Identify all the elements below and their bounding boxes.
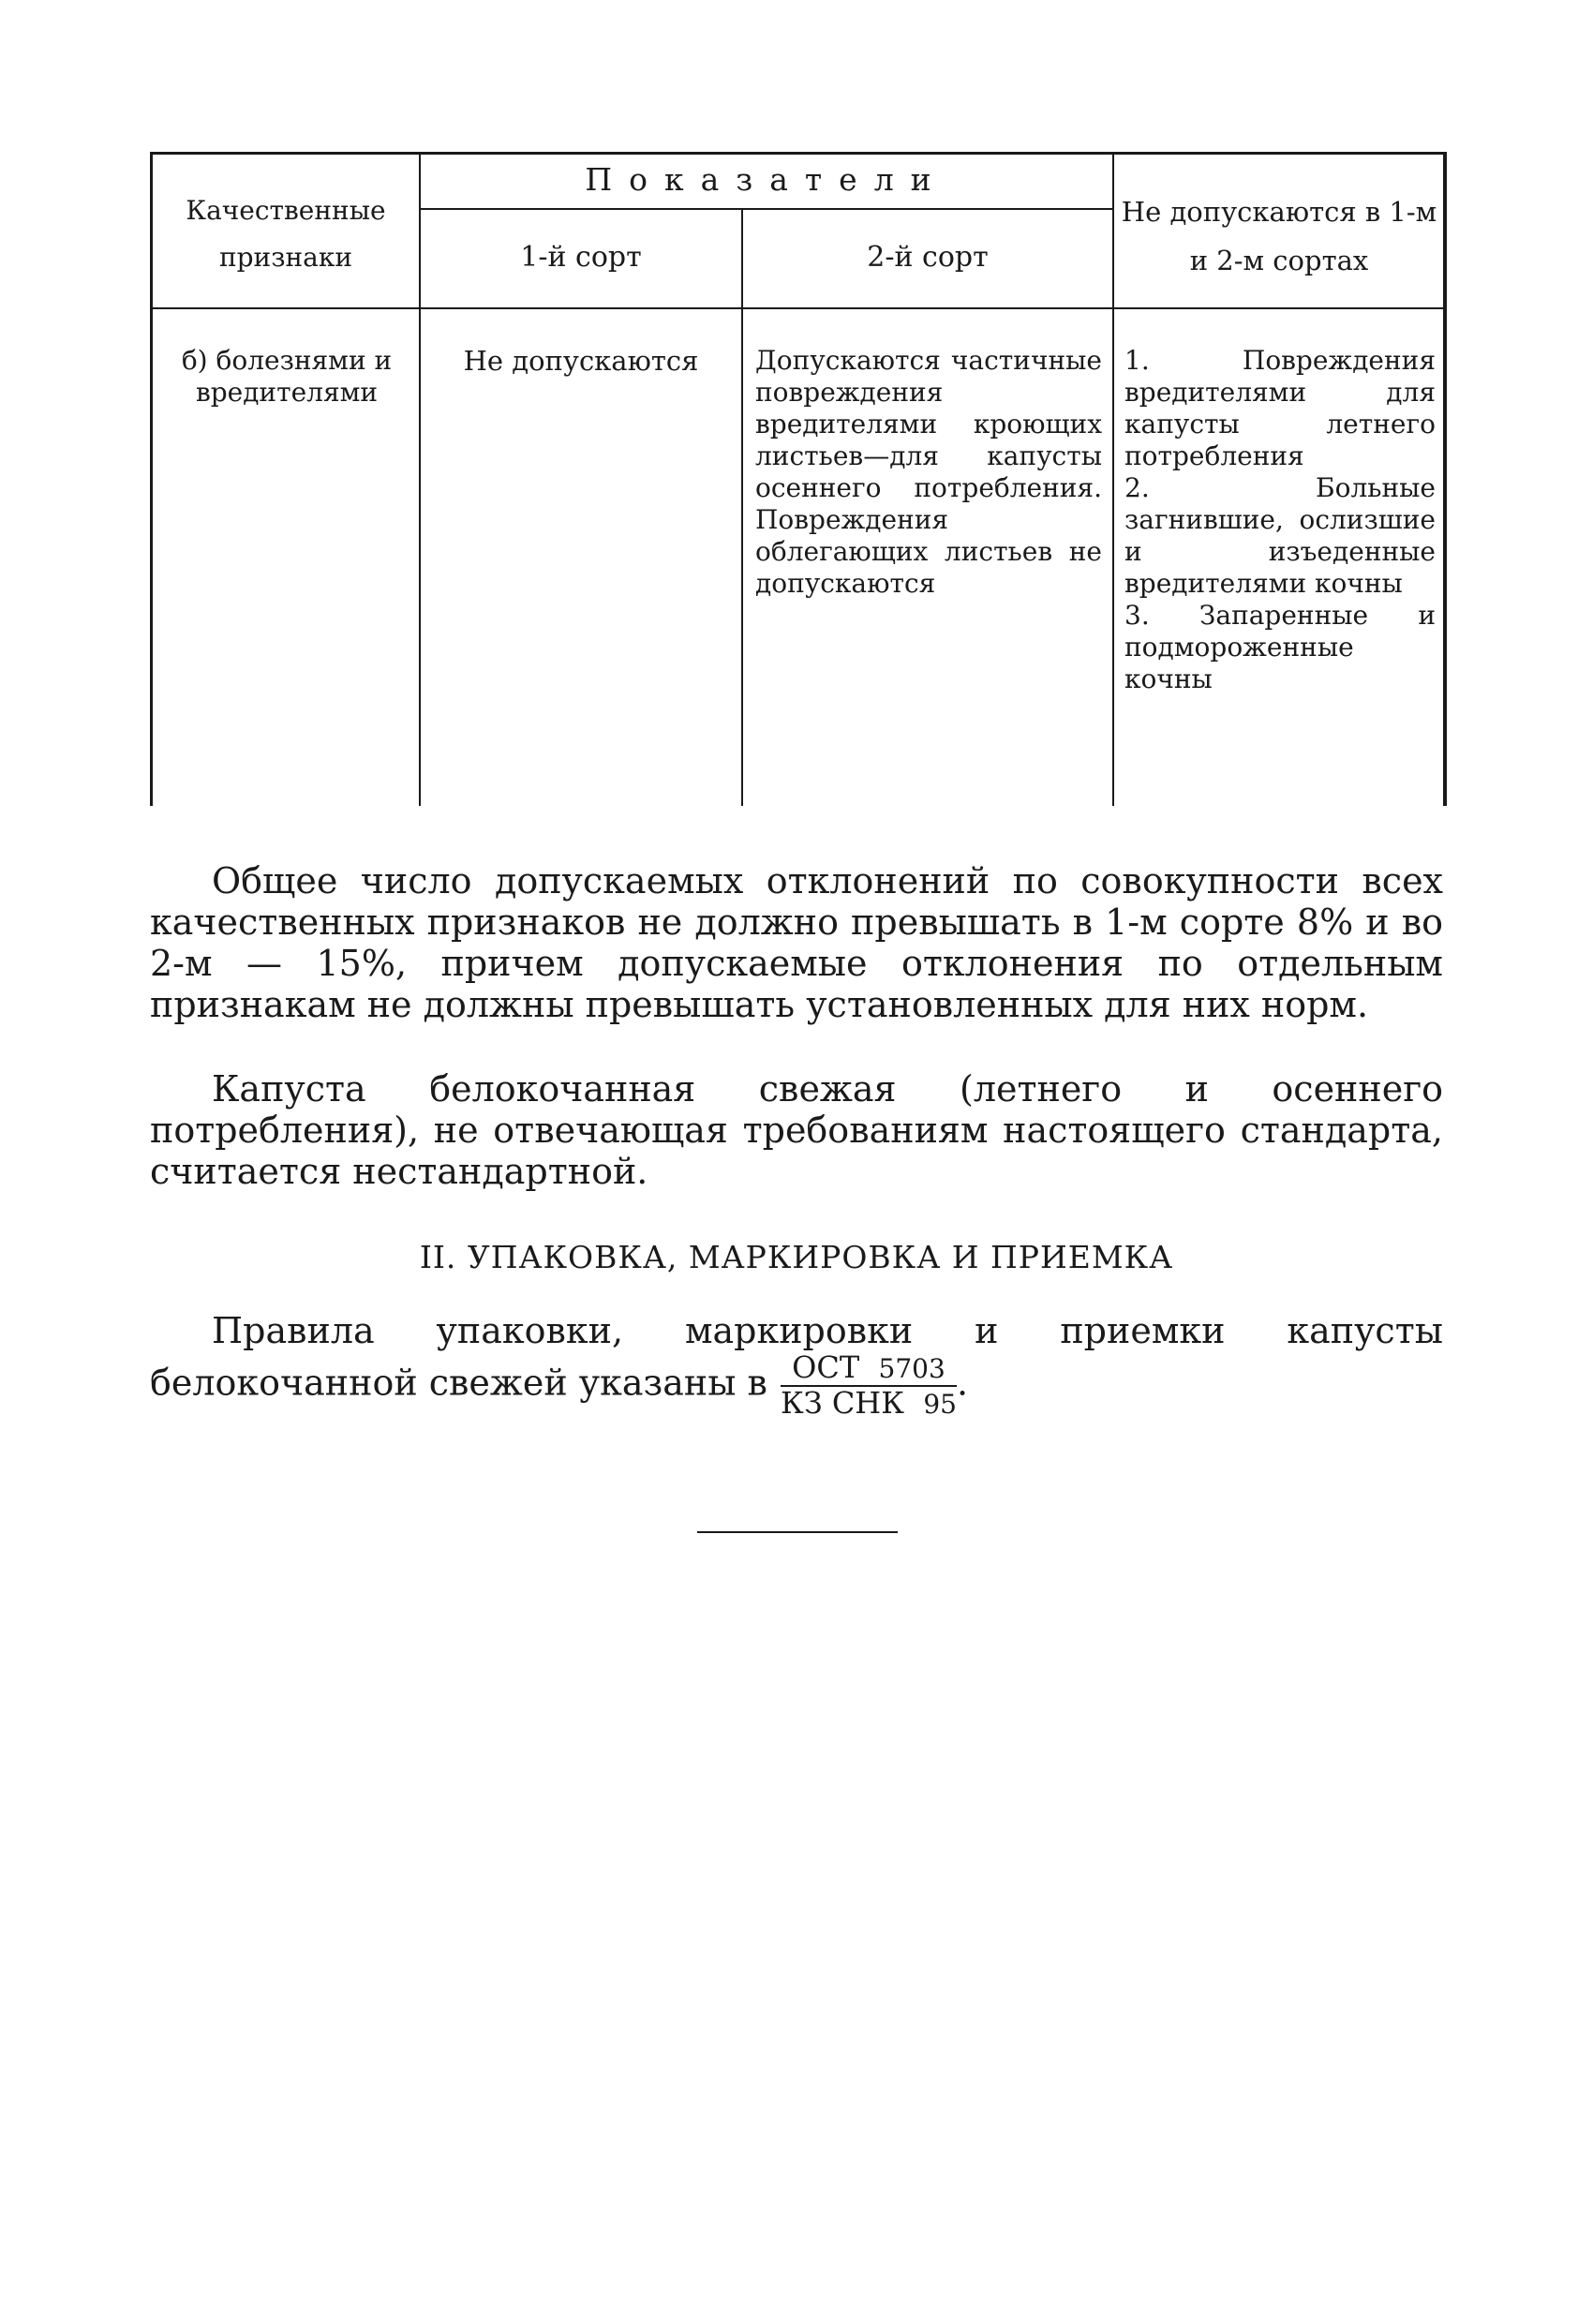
row-trait-diseases-pests: б) болезнями и вредителями bbox=[181, 345, 393, 408]
table-group-underline bbox=[419, 208, 1114, 210]
fraction-numerator-text: ОСТ bbox=[792, 1349, 860, 1385]
row-grade-2-value: Допускаются частичные повреждения вредителями кроющих листьев—для капусты осеннего потребления. Повреждения облегающих листьев не допускаются bbox=[755, 345, 1102, 599]
row-not-allowed-list bbox=[1124, 345, 1436, 695]
table-col-divider-3 bbox=[1112, 152, 1114, 806]
sentence-end: . bbox=[956, 1362, 969, 1404]
not-allowed-item: 3. Запаренные и подмороженные кочны bbox=[1124, 600, 1436, 694]
not-allowed-item: 2. Больные загнившие, ослизшие и изъеденные вредителями кочны bbox=[1124, 472, 1436, 599]
section-heading: II. УПАКОВКА, МАРКИРОВКА И ПРИЕМКА bbox=[419, 1239, 1174, 1275]
fraction-numerator bbox=[781, 1351, 957, 1387]
paragraph-text: Капуста белокочанная свежая (летнего и осеннего потребления), не отвечающая требованиям настоящего стандарта, считается нестандартной. bbox=[150, 1068, 1443, 1192]
paragraph-tolerances bbox=[150, 860, 1443, 1025]
table-col-divider-2 bbox=[741, 210, 743, 806]
paragraph-text: Правила упаковки, маркировки и приемки капусты белокочанной свежей указаны в bbox=[150, 1310, 1443, 1404]
table-header-bottom bbox=[150, 307, 1447, 309]
header-indicators-group: Показатели bbox=[585, 161, 948, 198]
paragraph-packaging-rules bbox=[150, 1310, 1443, 1421]
header-grade-1: 1-й сорт bbox=[520, 241, 642, 274]
header-quality-traits: Качественные признаки bbox=[186, 195, 386, 273]
table-left-border bbox=[150, 152, 153, 806]
fraction-denominator-number: 95 bbox=[923, 1389, 957, 1420]
paragraph-text: Общее число допускаемых отклонений по совокупности всех качественных признаков не должно превышать в 1-м сорте 8% и во 2-м — 15%, причем допускаемые отклонения по отдельным признакам не должны превышать установленных для них норм. bbox=[150, 860, 1443, 1025]
end-divider bbox=[697, 1531, 898, 1533]
header-grade-2: 2-й сорт bbox=[867, 241, 989, 274]
quality-table bbox=[150, 152, 1447, 806]
fraction-denominator bbox=[781, 1387, 957, 1421]
not-allowed-item: 1. Повреждения вредителями для капусты летнего потребления bbox=[1124, 345, 1436, 471]
fraction-denominator-text: КЗ СНК bbox=[780, 1385, 904, 1421]
row-grade-1-value: Не допускаются bbox=[463, 345, 699, 377]
fraction-numerator-number: 5703 bbox=[878, 1353, 945, 1384]
table-top-border bbox=[150, 152, 1447, 155]
standard-reference-fraction bbox=[781, 1351, 957, 1421]
header-not-allowed: Не допускаются в 1-м и 2-м сортах bbox=[1121, 196, 1437, 276]
table-right-border bbox=[1443, 152, 1447, 806]
paragraph-nonstandard bbox=[150, 1068, 1443, 1192]
